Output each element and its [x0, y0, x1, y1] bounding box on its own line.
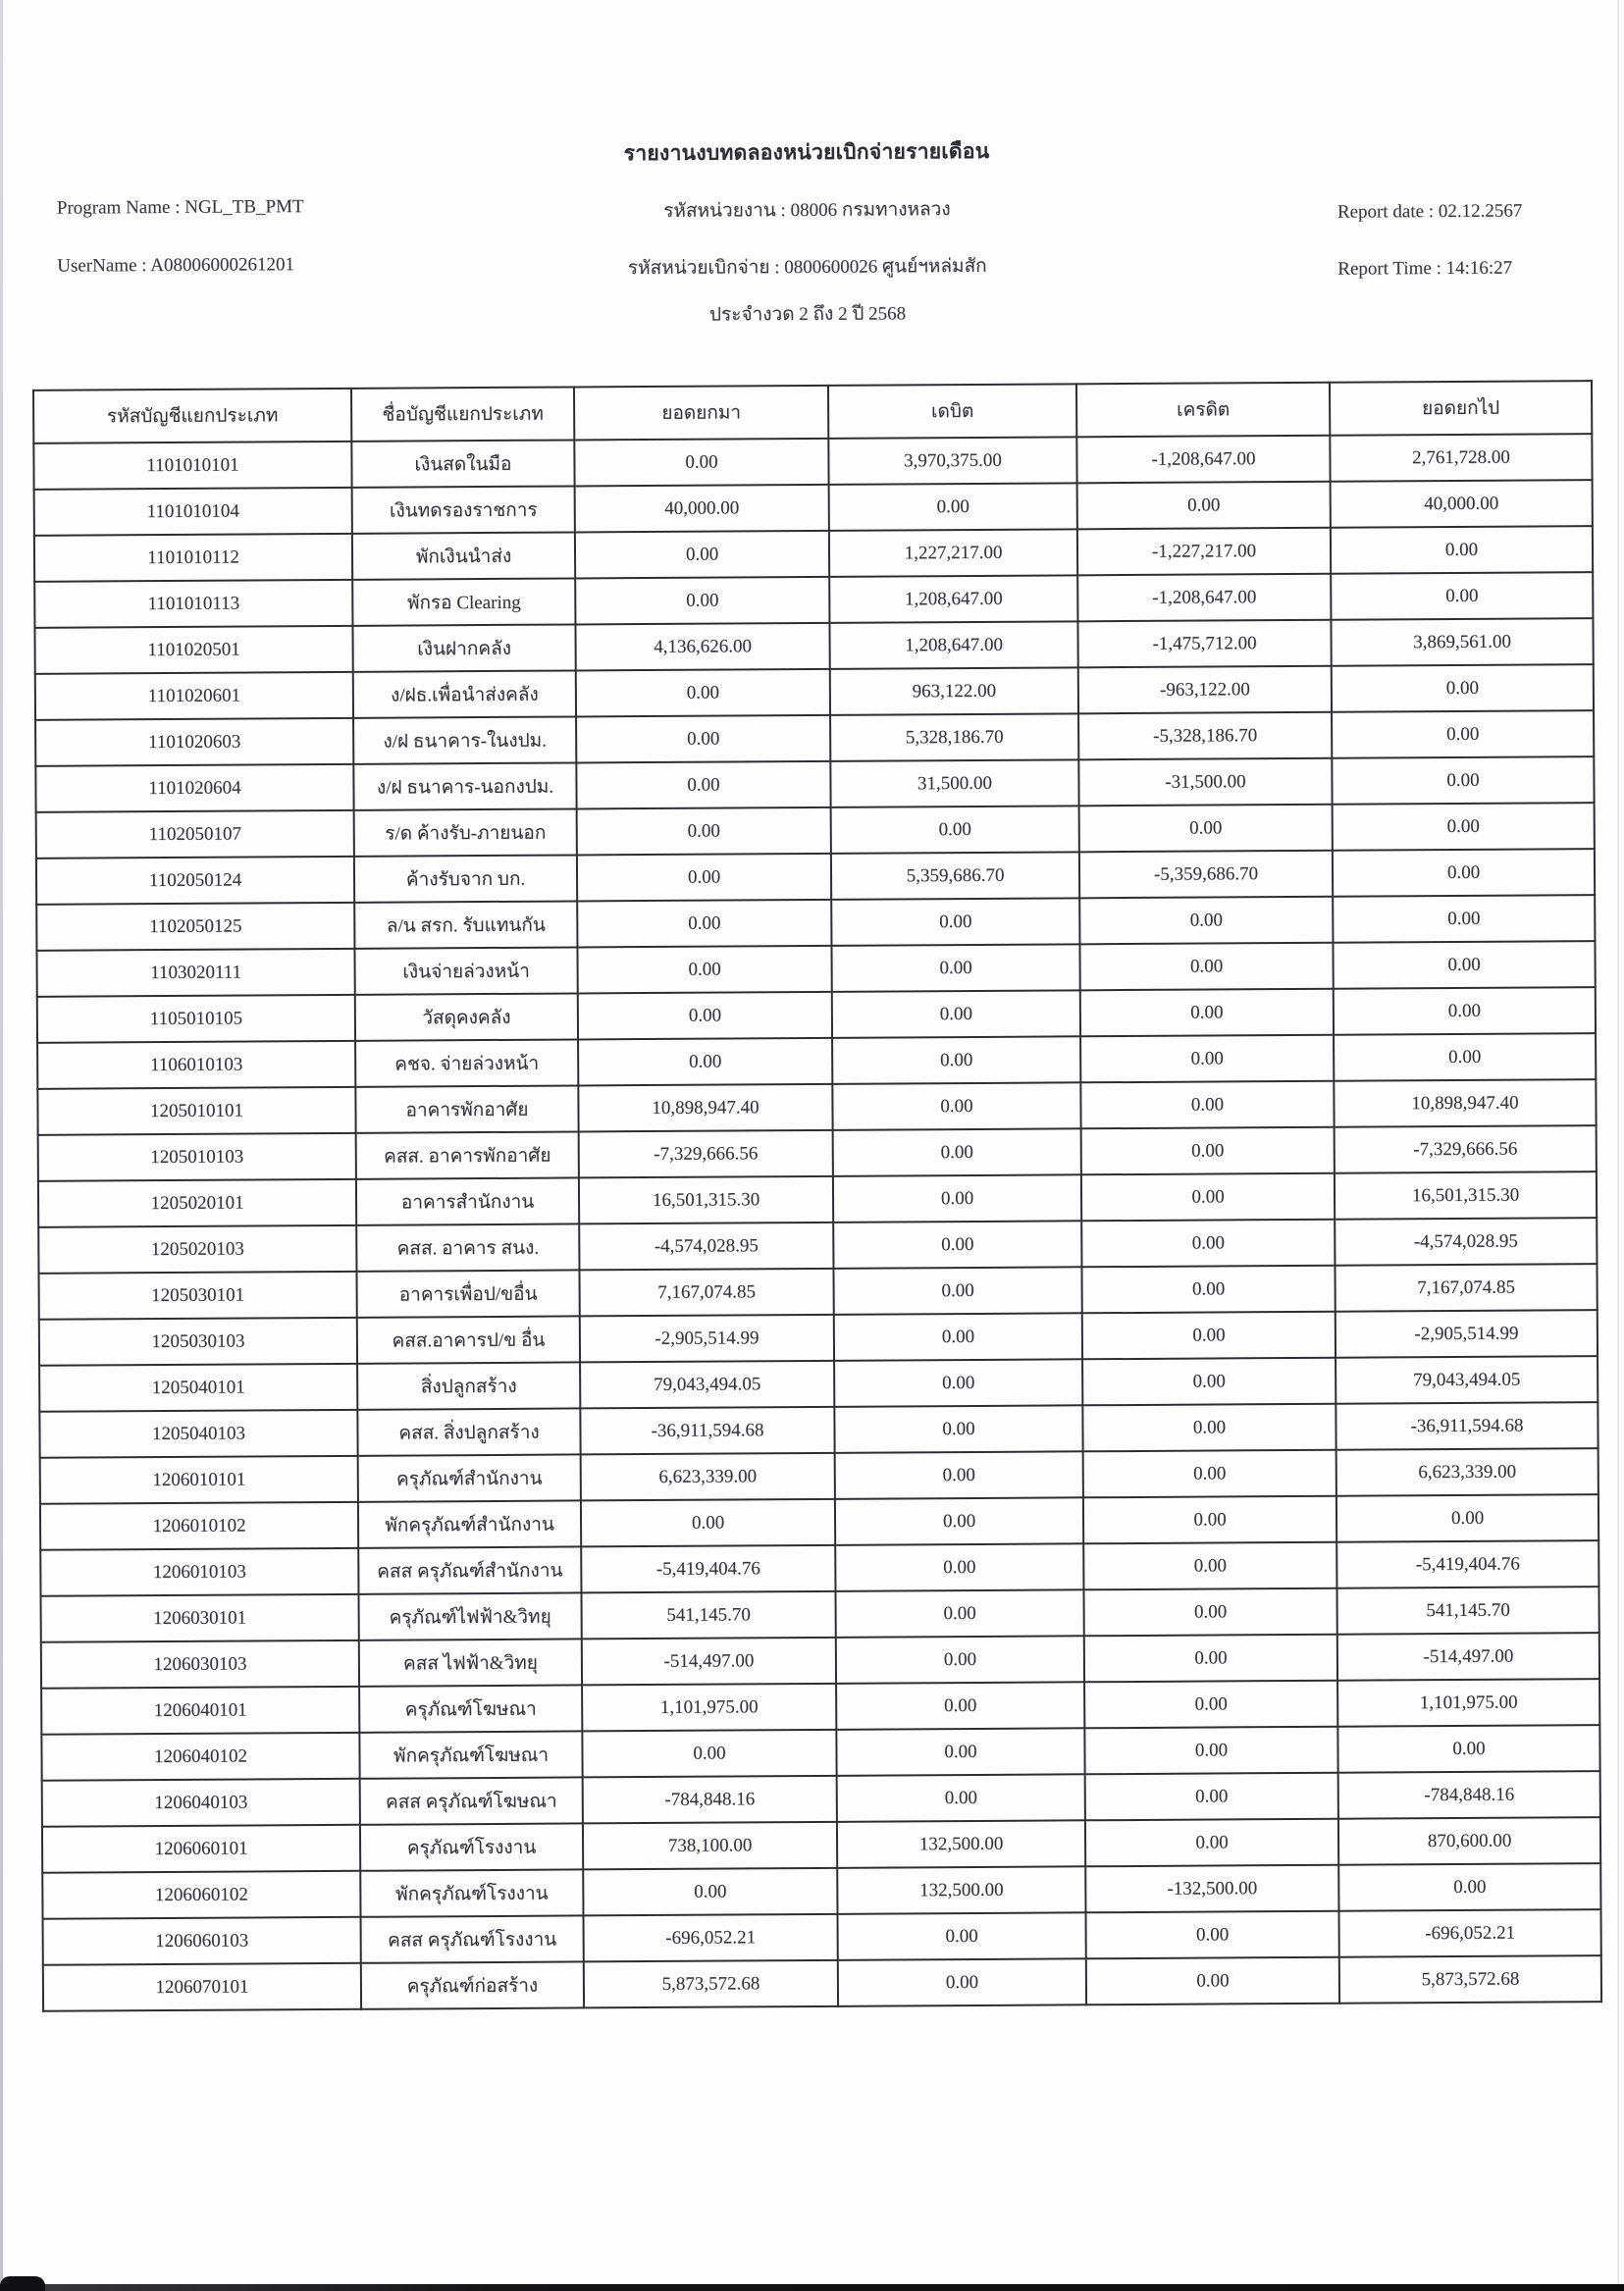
- cell-credit: -132,500.00: [1085, 1865, 1338, 1913]
- cell-debit: 0.00: [833, 1128, 1081, 1176]
- cell-debit: 0.00: [829, 483, 1077, 531]
- cell-brought-forward: 0.00: [576, 761, 830, 809]
- cell-brought-forward: -36,911,594.68: [580, 1407, 834, 1455]
- column-header-credit: เครดิต: [1076, 383, 1330, 438]
- cell-account-name: เงินจ่ายล่วงหน้า: [354, 947, 577, 994]
- cell-brought-forward: 10,898,947.40: [578, 1084, 832, 1132]
- cell-account-name: คชจ. จ่ายล่วงหน้า: [355, 1039, 578, 1086]
- cell-brought-forward: 79,043,494.05: [580, 1361, 834, 1409]
- cell-account-name: พักรอ Clearing: [352, 578, 575, 625]
- cell-debit: 0.00: [834, 1359, 1082, 1407]
- table-row: [43, 1955, 1601, 2011]
- cell-account-code: 1205020101: [38, 1179, 356, 1227]
- cell-account-name: อาคารเพื่อป/ขอื่น: [356, 1270, 579, 1317]
- cell-credit: 0.00: [1081, 1173, 1335, 1222]
- cell-account-code: 1206040103: [42, 1779, 360, 1827]
- cell-account-name: คสส ครุภัณฑ์โฆษณา: [360, 1777, 583, 1824]
- cell-account-code: 1101010104: [34, 488, 352, 536]
- cell-account-code: 1205010101: [37, 1087, 355, 1135]
- cell-account-name: เงินสดในมือ: [351, 440, 574, 487]
- cell-debit: 0.00: [833, 1267, 1081, 1315]
- cell-debit: 0.00: [831, 944, 1079, 992]
- cell-brought-forward: 0.00: [582, 1730, 836, 1778]
- cell-credit: 0.00: [1082, 1358, 1336, 1406]
- scan-bottom-edge-artifact: [0, 2284, 1624, 2291]
- cell-account-name: เงินฝากคลัง: [352, 624, 575, 671]
- cell-account-name: ร/ด ค้างรับ-ภายนอก: [354, 808, 577, 856]
- cell-carried-forward: 16,501,315.30: [1335, 1172, 1597, 1220]
- agency-code: รหัสหน่วยงาน : 08006 กรมทางหลวง: [663, 199, 951, 222]
- cell-debit: 1,208,647.00: [829, 575, 1077, 623]
- cell-carried-forward: 0.00: [1332, 756, 1594, 805]
- cell-brought-forward: 0.00: [583, 1868, 837, 1916]
- cell-carried-forward: 0.00: [1336, 1494, 1598, 1542]
- cell-debit: 0.00: [833, 1221, 1081, 1269]
- cell-debit: 0.00: [835, 1543, 1083, 1591]
- scan-edge-right-artifact: [1617, 0, 1619, 2291]
- cell-carried-forward: -7,329,666.56: [1335, 1125, 1597, 1173]
- cell-brought-forward: 0.00: [576, 715, 830, 763]
- cell-account-code: 1102050107: [36, 810, 354, 859]
- program-name: Program Name : NGL_TB_PMT: [56, 196, 304, 219]
- cell-account-code: 1206010102: [40, 1502, 358, 1550]
- trial-balance-table: [32, 380, 1602, 2012]
- cell-debit: 0.00: [837, 1774, 1085, 1822]
- cell-debit: 0.00: [835, 1497, 1083, 1545]
- cell-credit: 0.00: [1084, 1681, 1337, 1729]
- cell-credit: 0.00: [1083, 1588, 1336, 1637]
- cell-carried-forward: 5,873,572.68: [1339, 1955, 1601, 2004]
- report-period: ประจำงวด 2 ถึง 2 ปี 2568: [708, 303, 907, 326]
- cell-carried-forward: -5,419,404.76: [1336, 1540, 1598, 1588]
- cell-brought-forward: 0.00: [575, 531, 829, 579]
- cell-account-code: 1205030101: [38, 1272, 356, 1320]
- cell-credit: 0.00: [1085, 1819, 1338, 1867]
- cell-carried-forward: 10,898,947.40: [1334, 1079, 1596, 1127]
- cell-credit: 0.00: [1080, 989, 1334, 1037]
- cell-debit: 0.00: [832, 1036, 1080, 1084]
- table-body: [33, 434, 1601, 2011]
- cell-account-name: ครุภัณฑ์โรงงาน: [360, 1823, 583, 1870]
- cell-carried-forward: 0.00: [1333, 895, 1595, 943]
- column-header-carried-forward: ยอดยกไป: [1330, 381, 1592, 436]
- cell-credit: 0.00: [1081, 1266, 1335, 1314]
- cell-carried-forward: 0.00: [1332, 664, 1594, 712]
- cell-credit: 0.00: [1083, 1496, 1336, 1544]
- disbursement-unit: รหัสหน่วยเบิกจ่าย : 0800600026 ศูนย์ฯหล่มสัก: [627, 255, 987, 280]
- cell-brought-forward: 738,100.00: [583, 1822, 837, 1870]
- cell-brought-forward: 40,000.00: [575, 485, 829, 533]
- cell-debit: 0.00: [833, 1174, 1081, 1223]
- cell-account-code: 1103020111: [36, 949, 354, 997]
- cell-debit: 0.00: [831, 898, 1079, 946]
- cell-account-code: 1101020601: [35, 672, 353, 720]
- cell-credit: -1,475,712.00: [1077, 620, 1331, 668]
- cell-debit: 132,500.00: [837, 1866, 1085, 1914]
- cell-carried-forward: 40,000.00: [1331, 480, 1593, 528]
- cell-account-name: ล/น สรก. รับแทนกัน: [354, 901, 577, 948]
- cell-brought-forward: -696,052.21: [584, 1914, 838, 1962]
- cell-carried-forward: -4,574,028.95: [1335, 1218, 1597, 1266]
- cell-carried-forward: 79,043,494.05: [1336, 1356, 1598, 1404]
- cell-account-code: 1206010103: [40, 1548, 358, 1596]
- cell-credit: 0.00: [1081, 1127, 1335, 1175]
- cell-carried-forward: -36,911,594.68: [1336, 1402, 1598, 1450]
- cell-brought-forward: 4,136,626.00: [575, 623, 829, 671]
- cell-account-code: 1101020501: [34, 626, 352, 674]
- cell-account-code: 1101010113: [34, 580, 352, 628]
- cell-credit: -1,208,647.00: [1076, 436, 1330, 484]
- cell-account-name: เงินทดรองราชการ: [352, 486, 575, 533]
- cell-credit: 0.00: [1080, 1035, 1334, 1083]
- cell-credit: 0.00: [1079, 943, 1333, 991]
- cell-debit: 0.00: [835, 1451, 1083, 1499]
- cell-credit: 0.00: [1082, 1404, 1336, 1452]
- cell-brought-forward: 0.00: [578, 1038, 832, 1086]
- cell-debit: 0.00: [838, 1958, 1086, 2006]
- cell-account-code: 1206060101: [42, 1825, 360, 1873]
- cell-debit: 0.00: [836, 1636, 1084, 1684]
- cell-brought-forward: 16,501,315.30: [579, 1176, 833, 1224]
- cell-brought-forward: 0.00: [574, 439, 828, 487]
- cell-account-code: 1206040102: [41, 1733, 359, 1781]
- cell-brought-forward: 0.00: [581, 1499, 835, 1547]
- cell-account-name: คสส ไฟฟ้า&วิทยุ: [359, 1639, 582, 1686]
- cell-carried-forward: 0.00: [1331, 526, 1593, 574]
- cell-account-code: 1205010103: [38, 1133, 356, 1181]
- cell-carried-forward: -514,497.00: [1337, 1633, 1599, 1681]
- cell-credit: 0.00: [1085, 1773, 1338, 1821]
- report-time: Report Time : 14:16:27: [1337, 257, 1513, 280]
- cell-carried-forward: 0.00: [1332, 710, 1594, 758]
- cell-credit: 0.00: [1081, 1220, 1335, 1268]
- cell-brought-forward: 6,623,339.00: [581, 1453, 835, 1501]
- cell-carried-forward: 541,145.70: [1336, 1587, 1598, 1635]
- cell-carried-forward: 0.00: [1338, 1863, 1600, 1911]
- cell-account-name: ครุภัณฑ์ก่อสร้าง: [361, 1961, 584, 2008]
- cell-account-name: พักครุภัณฑ์สำนักงาน: [358, 1500, 581, 1547]
- cell-account-code: 1205040101: [39, 1364, 357, 1412]
- cell-credit: -5,328,186.70: [1078, 712, 1332, 760]
- cell-brought-forward: -784,848.16: [583, 1776, 837, 1824]
- cell-carried-forward: 1,101,975.00: [1337, 1679, 1599, 1727]
- cell-account-name: คสส. สิ่งปลูกสร้าง: [357, 1408, 580, 1455]
- column-header-debit: เดบิต: [828, 384, 1076, 439]
- cell-credit: 0.00: [1083, 1542, 1336, 1590]
- cell-account-code: 1206040101: [41, 1687, 359, 1735]
- cell-account-code: 1101010112: [34, 534, 352, 582]
- cell-credit: 0.00: [1083, 1450, 1336, 1498]
- cell-account-name: ครุภัณฑ์โฆษณา: [359, 1685, 582, 1732]
- cell-account-name: พักเงินนำส่ง: [352, 532, 575, 579]
- scan-corner-artifact: [0, 2276, 45, 2291]
- cell-account-code: 1106010103: [37, 1041, 355, 1089]
- cell-credit: 0.00: [1080, 1081, 1334, 1129]
- cell-debit: 5,328,186.70: [830, 713, 1078, 761]
- cell-account-code: 1206010101: [40, 1456, 358, 1504]
- column-header-account-name: ชื่อบัญชีแยกประเภท: [351, 387, 574, 441]
- cell-carried-forward: 0.00: [1333, 849, 1595, 897]
- cell-credit: 0.00: [1084, 1635, 1337, 1683]
- cell-account-code: 1205030103: [39, 1318, 357, 1366]
- cell-carried-forward: 2,761,728.00: [1330, 434, 1592, 482]
- cell-carried-forward: 0.00: [1333, 941, 1595, 989]
- cell-brought-forward: 0.00: [577, 900, 831, 948]
- cell-brought-forward: -2,905,514.99: [580, 1315, 834, 1363]
- cell-brought-forward: 5,873,572.68: [584, 1960, 838, 2008]
- report-date: Report date : 02.12.2567: [1336, 200, 1523, 223]
- cell-account-name: ค้างรับจาก บก.: [354, 855, 577, 902]
- cell-account-name: สิ่งปลูกสร้าง: [357, 1362, 580, 1409]
- column-header-account-code: รหัสบัญชีแยกประเภท: [33, 389, 351, 443]
- cell-carried-forward: 0.00: [1334, 987, 1596, 1035]
- report-title: รายงานงบทดลองหน่วยเบิกจ่ายรายเดือน: [623, 138, 990, 166]
- cell-credit: 0.00: [1085, 1911, 1338, 1959]
- cell-carried-forward: 870,600.00: [1338, 1817, 1600, 1865]
- cell-debit: 132,500.00: [837, 1820, 1085, 1868]
- cell-debit: 0.00: [836, 1728, 1084, 1776]
- user-name: UserName : A08006000261201: [57, 254, 294, 277]
- cell-debit: 0.00: [835, 1589, 1083, 1638]
- cell-carried-forward: -2,905,514.99: [1336, 1310, 1598, 1358]
- cell-account-name: ครุภัณฑ์สำนักงาน: [358, 1454, 581, 1501]
- cell-brought-forward: 1,101,975.00: [582, 1684, 836, 1732]
- cell-brought-forward: 0.00: [577, 807, 831, 856]
- cell-account-name: ครุภัณฑ์ไฟฟ้า&วิทยุ: [359, 1592, 582, 1640]
- cell-credit: -963,122.00: [1078, 666, 1332, 714]
- cell-debit: 3,970,375.00: [828, 437, 1076, 485]
- cell-account-name: ง/ฝ ธนาคาร-ในงปม.: [353, 716, 576, 763]
- cell-credit: 0.00: [1079, 897, 1333, 945]
- cell-account-code: 1205040103: [39, 1410, 357, 1458]
- cell-account-code: 1206030103: [41, 1640, 359, 1689]
- cell-carried-forward: -696,052.21: [1338, 1909, 1600, 1957]
- cell-account-code: 1205020103: [38, 1225, 356, 1274]
- cell-credit: -1,208,647.00: [1077, 574, 1331, 622]
- cell-carried-forward: 0.00: [1334, 1033, 1596, 1081]
- cell-account-code: 1101020603: [35, 718, 353, 766]
- cell-credit: -1,227,217.00: [1077, 528, 1331, 576]
- cell-credit: 0.00: [1077, 482, 1331, 530]
- cell-account-name: อาคารสำนักงาน: [356, 1177, 579, 1224]
- cell-debit: 0.00: [832, 990, 1080, 1038]
- cell-debit: 0.00: [838, 1912, 1086, 1960]
- cell-carried-forward: 0.00: [1333, 803, 1595, 851]
- cell-debit: 0.00: [834, 1405, 1082, 1453]
- cell-account-name: อาคารพักอาศัย: [355, 1085, 578, 1132]
- cell-brought-forward: 0.00: [576, 669, 830, 717]
- cell-brought-forward: 0.00: [575, 577, 829, 625]
- cell-credit: -5,359,686.70: [1079, 851, 1333, 899]
- column-header-brought-forward: ยอดยกมา: [574, 386, 828, 441]
- cell-brought-forward: -7,329,666.56: [579, 1130, 833, 1178]
- cell-credit: 0.00: [1084, 1727, 1337, 1775]
- cell-brought-forward: 0.00: [577, 854, 831, 902]
- cell-debit: 1,227,217.00: [829, 529, 1077, 577]
- cell-account-code: 1102050124: [36, 857, 354, 905]
- cell-account-name: วัสดุคงคลัง: [355, 993, 578, 1040]
- cell-account-name: พักครุภัณฑ์โรงงาน: [360, 1869, 583, 1916]
- cell-debit: 1,208,647.00: [829, 621, 1077, 669]
- cell-account-name: ง/ฝ ธนาคาร-นอกงปม.: [353, 762, 576, 809]
- cell-brought-forward: 541,145.70: [581, 1591, 835, 1640]
- cell-account-code: 1206030101: [41, 1594, 359, 1642]
- cell-carried-forward: 0.00: [1331, 572, 1593, 620]
- cell-credit: -31,500.00: [1078, 758, 1332, 807]
- cell-debit: 0.00: [832, 1082, 1080, 1130]
- cell-credit: 0.00: [1079, 805, 1333, 853]
- cell-credit: 0.00: [1086, 1957, 1339, 2005]
- cell-account-code: 1105010105: [37, 995, 355, 1043]
- cell-carried-forward: 0.00: [1337, 1725, 1599, 1773]
- cell-brought-forward: -514,497.00: [582, 1638, 836, 1686]
- cell-account-name: คสส ครุภัณฑ์โรงงาน: [361, 1915, 584, 1962]
- cell-debit: 5,359,686.70: [831, 852, 1079, 900]
- scan-edge-left-artifact: [0, 0, 3, 2291]
- cell-debit: 963,122.00: [830, 667, 1078, 715]
- cell-debit: 31,500.00: [830, 759, 1078, 807]
- cell-account-code: 1206060102: [42, 1871, 360, 1919]
- cell-account-name: พักครุภัณฑ์โฆษณา: [359, 1731, 582, 1778]
- cell-account-name: คสส ครุภัณฑ์สำนักงาน: [358, 1546, 581, 1593]
- cell-debit: 0.00: [831, 806, 1079, 854]
- cell-credit: 0.00: [1082, 1312, 1336, 1360]
- cell-account-name: ง/ฝธ.เพื่อนำส่งคลัง: [353, 670, 576, 717]
- table-header-row: [33, 381, 1592, 443]
- cell-account-code: 1101020604: [35, 764, 353, 812]
- cell-brought-forward: 0.00: [577, 946, 831, 994]
- cell-brought-forward: 0.00: [578, 992, 832, 1040]
- cell-carried-forward: 7,167,074.85: [1335, 1264, 1597, 1312]
- cell-carried-forward: 6,623,339.00: [1336, 1448, 1598, 1496]
- cell-debit: 0.00: [836, 1682, 1084, 1730]
- cell-carried-forward: 3,869,561.00: [1331, 618, 1593, 666]
- cell-carried-forward: -784,848.16: [1338, 1771, 1600, 1819]
- cell-account-code: 1101010101: [33, 442, 351, 490]
- cell-account-name: คสส. อาคารพักอาศัย: [356, 1131, 579, 1178]
- cell-debit: 0.00: [834, 1313, 1082, 1361]
- cell-account-code: 1102050125: [36, 903, 354, 951]
- cell-account-name: คสส.อาคารป/ข อื่น: [357, 1316, 580, 1363]
- cell-account-name: คสส. อาคาร สนง.: [356, 1224, 579, 1271]
- cell-brought-forward: 7,167,074.85: [579, 1269, 833, 1317]
- cell-account-code: 1206070101: [43, 1963, 361, 2011]
- cell-brought-forward: -4,574,028.95: [579, 1223, 833, 1271]
- cell-brought-forward: -5,419,404.76: [581, 1545, 835, 1593]
- cell-account-code: 1206060103: [43, 1917, 361, 1965]
